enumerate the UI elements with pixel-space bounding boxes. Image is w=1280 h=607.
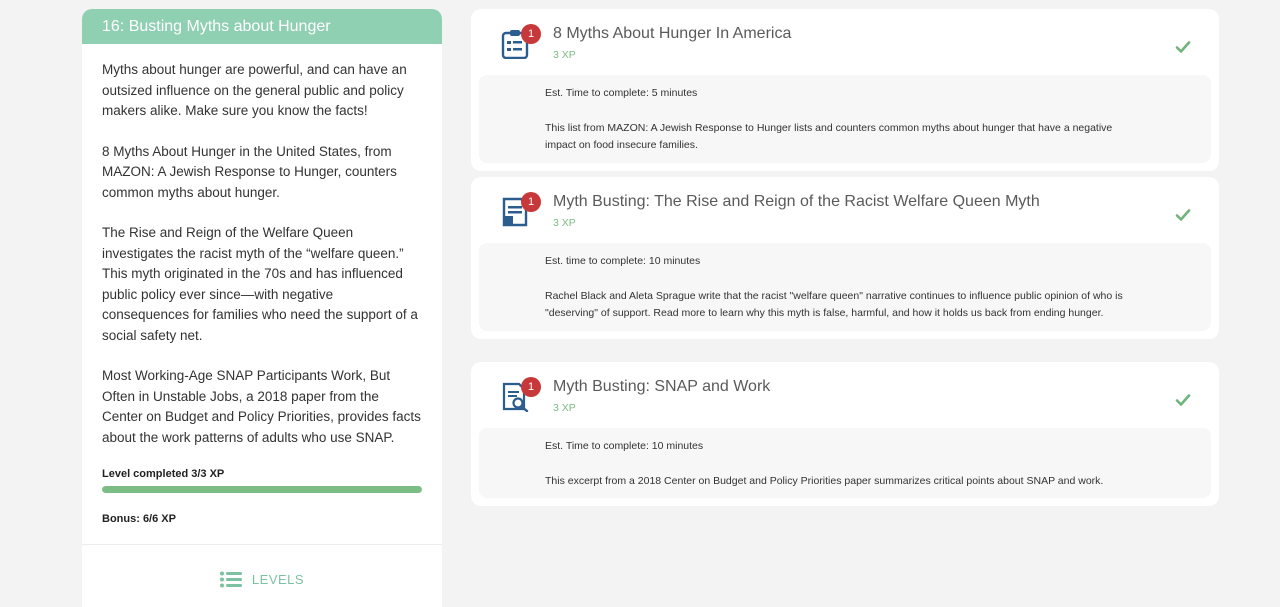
notification-badge: 1 — [521, 24, 541, 44]
activity-title[interactable]: Myth Busting: SNAP and Work — [553, 378, 771, 395]
activity-time-estimate: Est. Time to complete: 10 minutes — [545, 440, 704, 452]
progress-bar-fill — [102, 486, 422, 493]
notification-badge: 1 — [521, 192, 541, 212]
activity-description: This list from MAZON: A Jewish Response to Hunger lists and counters common myths about hunger that have a negative impact on food insecure families. — [545, 121, 1113, 151]
level-title: 16: Busting Myths about Hunger — [82, 9, 442, 44]
activity-title[interactable]: 8 Myths About Hunger In America — [553, 25, 792, 42]
activity-description: Rachel Black and Aleta Sprague write that the racist "welfare queen" narrative continues to influence public opinion of who is "deserving" of support. Read more to learn why this myth is false, harmful, and how it holds us back from ending hunger. — [545, 289, 1123, 319]
levels-button[interactable] — [82, 571, 442, 588]
activity-title[interactable]: Myth Busting: The Rise and Reign of the Racist Welfare Queen Myth — [553, 193, 1040, 210]
level-paragraph: The Rise and Reign of the Welfare Queen investigates the racist myth of the “welfare queen.” This myth originated in the 70s and has influenced public policy ever since—with negative consequences for families who need the support of a social safety net. — [102, 225, 418, 343]
level-panel — [82, 9, 442, 607]
level-description — [82, 44, 442, 525]
activity-xp: 3 XP — [553, 49, 576, 61]
activity-xp: 3 XP — [553, 402, 576, 414]
activity-details — [479, 428, 1211, 498]
notification-badge: 1 — [521, 377, 541, 397]
level-paragraph: Most Working-Age SNAP Participants Work, But Often in Unstable Jobs, a 2018 paper from the Center on Budget and Policy Priorities, provides facts about the work patterns of adults who use SNAP. — [102, 368, 421, 445]
level-paragraph: Myths about hunger are powerful, and can have an outsized influence on the general public and policy makers alike. Make sure you know the facts! — [102, 62, 407, 118]
activity-details — [479, 243, 1211, 331]
activity-card[interactable] — [471, 177, 1219, 339]
bonus-label: Bonus: 6/6 XP — [102, 513, 176, 525]
checkmark-icon — [1175, 392, 1191, 408]
activity-card[interactable] — [471, 362, 1219, 506]
list-icon — [220, 571, 242, 588]
activity-card[interactable] — [471, 9, 1219, 171]
activity-xp: 3 XP — [553, 217, 576, 229]
levels-label: LEVELS — [251, 572, 305, 587]
progress-bar — [102, 486, 422, 493]
checkmark-icon — [1175, 39, 1191, 55]
divider — [82, 544, 442, 545]
activity-description: This excerpt from a 2018 Center on Budget and Policy Priorities paper summarizes critical points about SNAP and work. — [545, 474, 1104, 487]
progress-label: Level completed 3/3 XP — [102, 468, 225, 480]
activity-details — [479, 75, 1211, 163]
activity-time-estimate: Est. time to complete: 10 minutes — [545, 255, 701, 267]
activity-time-estimate: Est. Time to complete: 5 minutes — [545, 87, 698, 99]
checkmark-icon — [1175, 207, 1191, 223]
level-paragraph: 8 Myths About Hunger in the United States, from MAZON: A Jewish Response to Hunger, counters common myths about hunger. — [102, 143, 397, 200]
